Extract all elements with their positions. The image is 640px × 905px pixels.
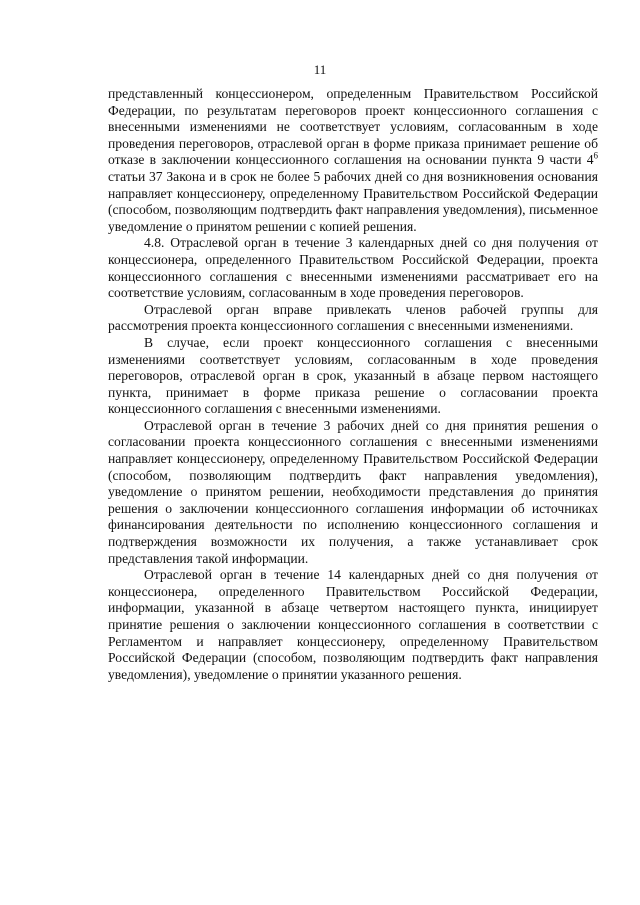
paragraph-4-8: 4.8. Отраслевой орган в течение 3 календарных дней со дня получения от концессионера, определенного Правительством Российской Федерации, проекта концессионного соглашения с внесенными изменениями рассматривает его на соответствие условиям, согласованным в ходе проведения переговоров. xyxy=(108,235,598,301)
paragraph: Отраслевой орган в течение 14 календарных дней со дня получения от концессионера, определенного Правительством Российской Федерации, информации, указанной в абзаце четвертом настоящего пункта, инициирует принятие решения о заключении концессионного соглашения в соответствии с Регламентом и направляет концессионеру, определенному Правительством Российской Федерации (способом, позволяющим подтвердить факт направления уведомления), уведомление о принятии указанного решения. xyxy=(108,567,598,682)
superscript: 6 xyxy=(593,150,598,161)
paragraph: В случае, если проект концессионного соглашения с внесенными изменениями соответствует условиям, согласованным в ходе проведения переговоров, отраслевой орган в срок, указанный в абзаце первом настоящего пункта, принимает в форме приказа решение о согласовании проекта концессионного соглашения с внесенными изменениями. xyxy=(108,334,598,417)
paragraph-continuation xyxy=(108,86,598,235)
document-body xyxy=(108,86,598,683)
paragraph: Отраслевой орган вправе привлекать членов рабочей группы для рассмотрения проекта концессионного соглашения с внесенными изменениями. xyxy=(108,301,598,334)
paragraph: Отраслевой орган в течение 3 рабочих дней со дня принятия решения о согласовании проекта концессионного соглашения с внесенными изменениями направляет концессионеру, определенному Правительством Российской Федерации (способом, позволяющим подтвердить факт направления уведомления), уведомление о принятом решении, необходимости представления до принятия решения о заключении концессионного соглашения информации об источниках финансирования деятельности по исполнению концессионного соглашения и подтверждения возможности их получения, а также устанавливает срок представления такой информации. xyxy=(108,417,598,566)
paragraph-text: представленный концессионером, определенным Правительством Российской Федерации, по результатам переговоров проект концессионного соглашения с внесенными изменениями не соответствует условиям, согласованным в ходе проведения переговоров, отраслевой орган в форме приказа принимает решение об отказе в заключении концессионного соглашения на основании пункта 9 части 4 xyxy=(108,86,598,168)
page-number: 11 xyxy=(313,62,327,77)
paragraph-text-after: статьи 37 Закона и в срок не более 5 рабочих дней со дня возникновения основания направляет концессионеру, определенному Правительством Российской Федерации (способом, позволяющим подтвердить факт направления уведомления), письменное уведомление о принятом решении с копией решения. xyxy=(108,168,598,234)
